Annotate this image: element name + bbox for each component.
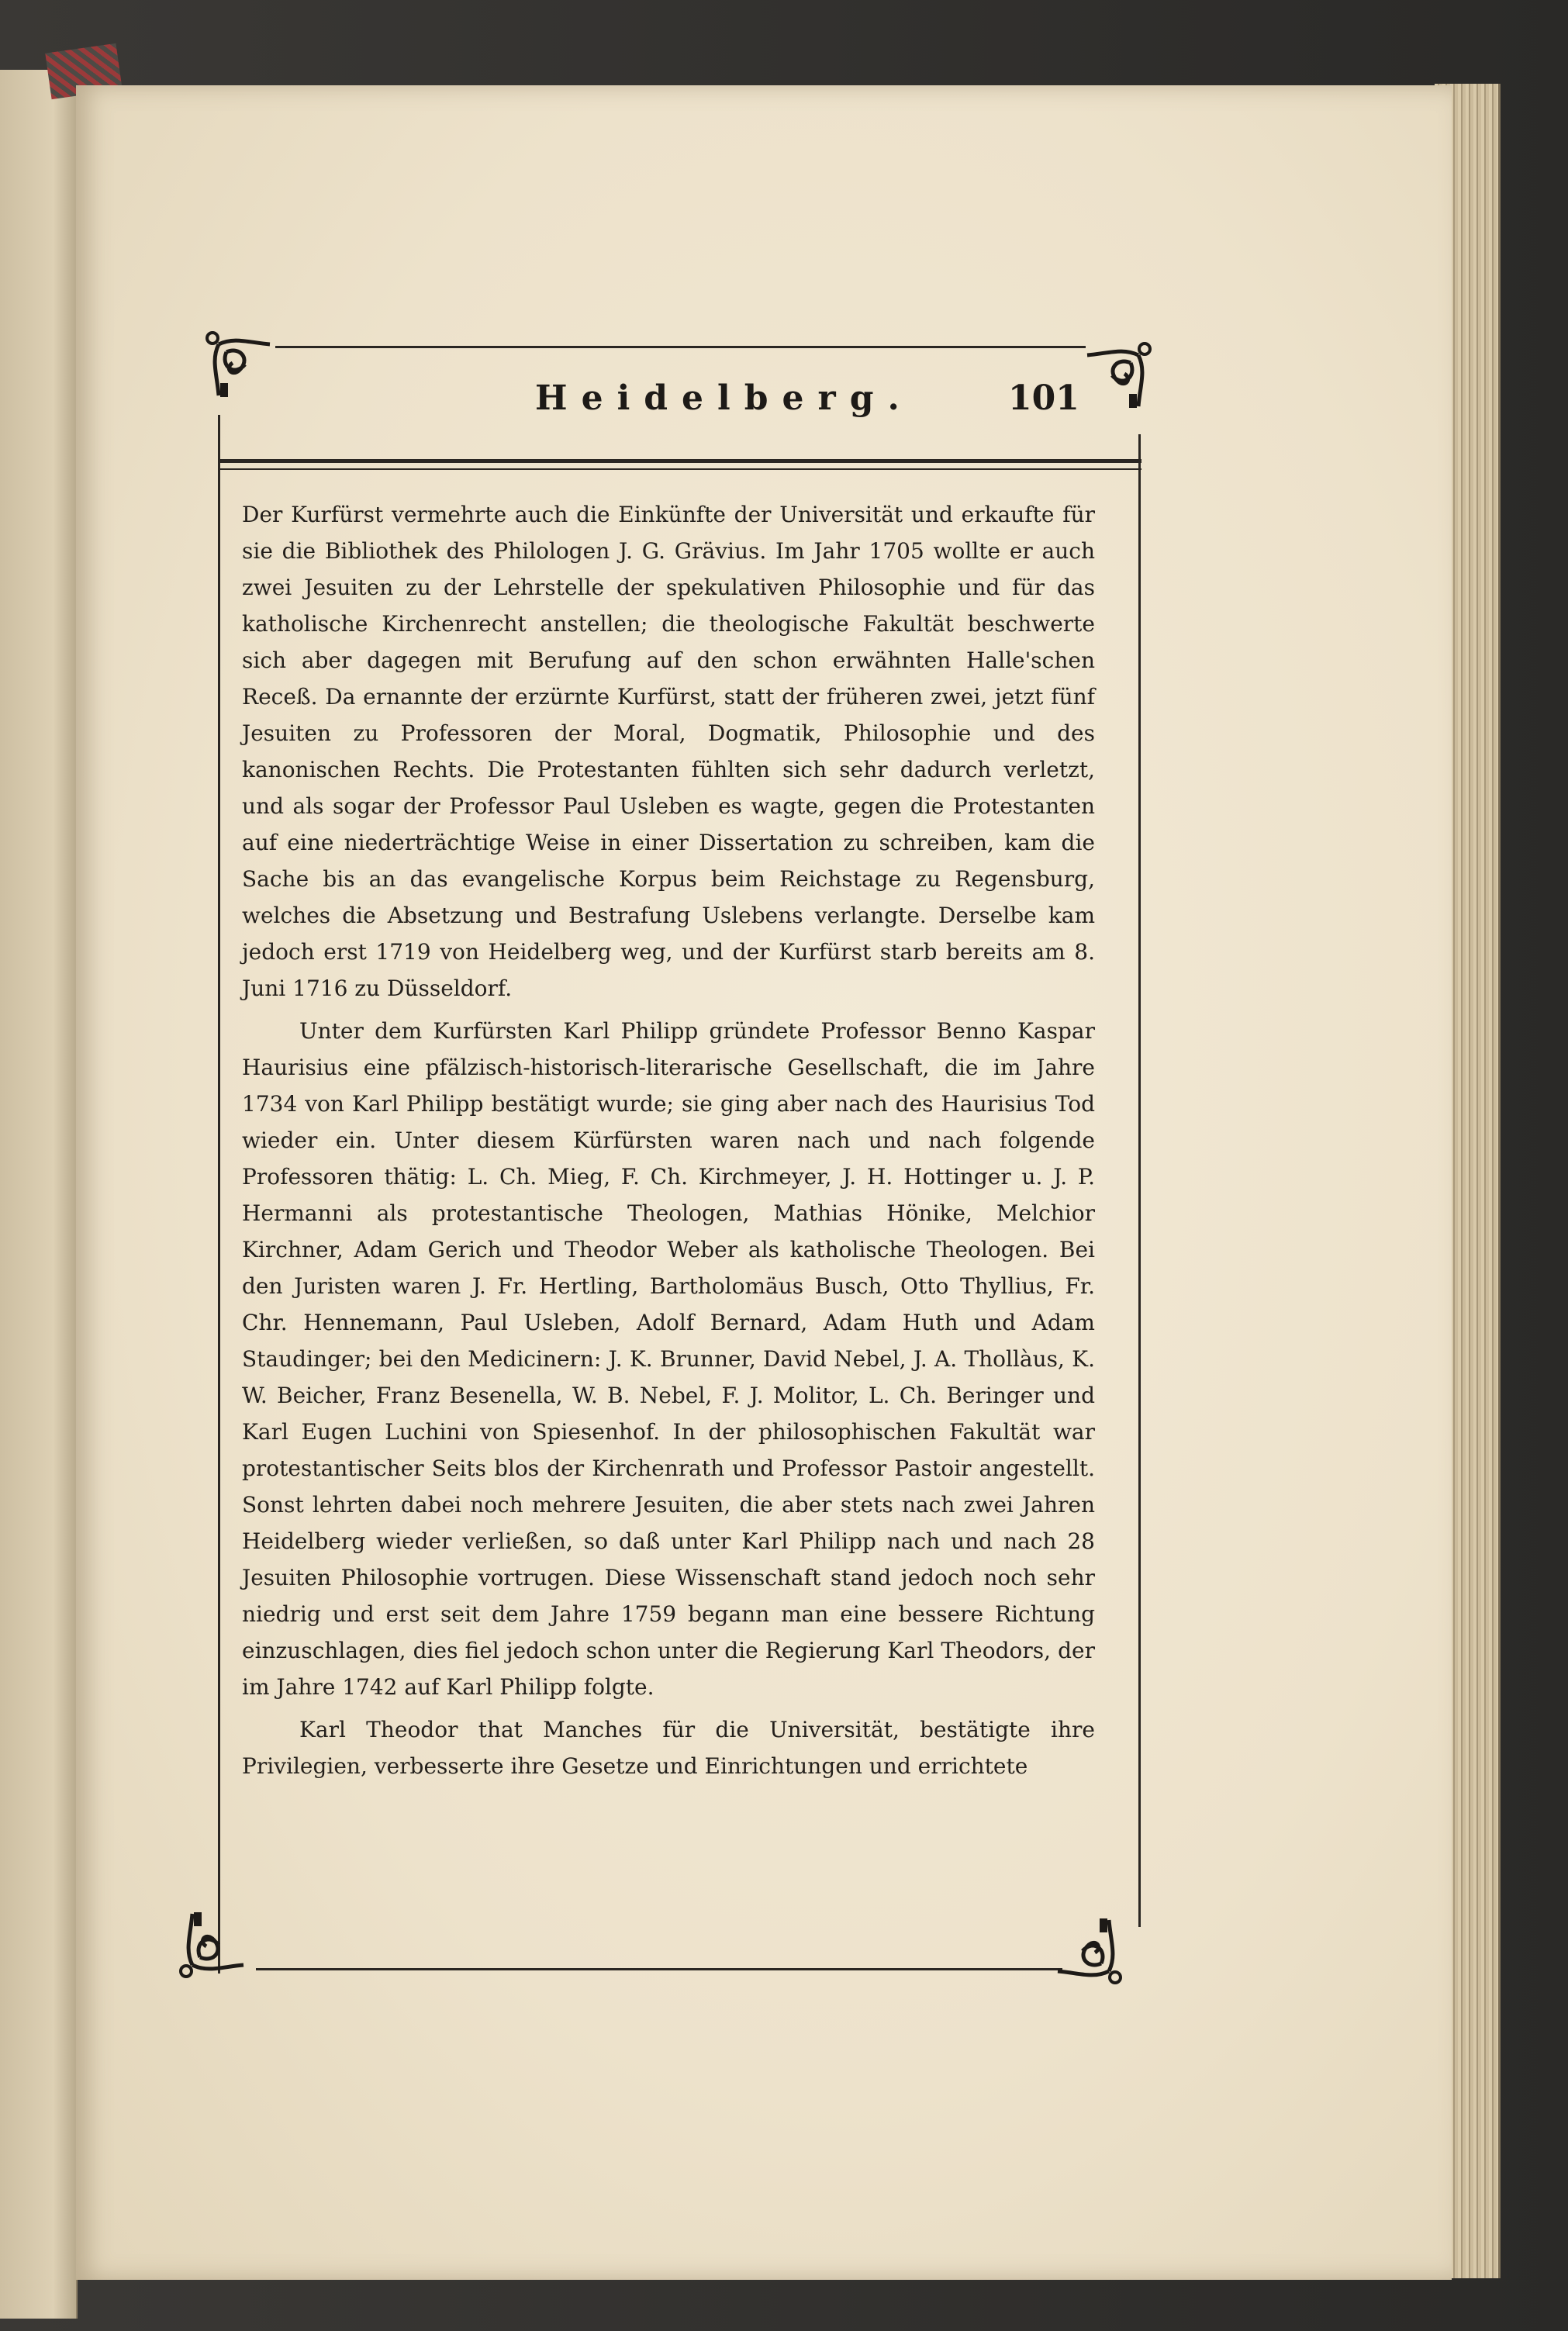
corner-ornament-top-left (203, 329, 275, 400)
running-title: Heidelberg. (535, 378, 914, 418)
header-rule-thick (219, 459, 1141, 463)
header-rule-thin (219, 468, 1141, 470)
left-page-edge (0, 70, 78, 2319)
page-number: 101 (1008, 378, 1079, 418)
frame-bottom-line (256, 1968, 1062, 1970)
body-text (242, 496, 1095, 1784)
frame-right-line (1138, 434, 1141, 1927)
frame-left-line (218, 415, 220, 1974)
paragraph: Karl Theodor that Manches für die Universität, bestätigte ihre Privilegien, verbesserte ihre Gesetze und Einrichtungen und errichtete (242, 1717, 1095, 1779)
corner-ornament-bottom-right (1053, 1915, 1124, 1987)
frame-top-line (275, 346, 1086, 348)
paragraph: Der Kurfürst vermehrte auch die Einkünfte der Universität und erkaufte für sie die Bibliothek des Philologen J. G. Grävius. Im Jahr 1705 wollte er auch zwei Jesuiten zu der Lehrstelle der spekulativen Philosophie und für das katholische Kirchenrecht anstellen; die theologische Fakultät beschwerte sich aber dagegen mit Berufung auf den schon erwähnten Halle'schen Receß. Da ernannte der erzürnte Kurfürst, statt der früheren zwei, jetzt fünf Jesuiten zu Professoren der Moral, Dogmatik, Philosophie und des kanonischen Rechts. Die Protestanten fühlten sich sehr dadurch verletzt, und als sogar der Professor Paul Usleben es wagte, gegen die Protestanten auf eine niederträchtige Weise in einer Dissertation zu schreiben, kam die Sache bis an das evangelische Korpus beim Reichstage zu Regensburg, welches die Absetzung und Bestrafung Uslebens verlangte. Derselbe kam jedoch erst 1719 von Heidelberg weg, und der Kurfürst starb bereits am 8. Juni 1716 zu Düsseldorf. (242, 502, 1095, 1001)
corner-ornament-bottom-left (177, 1909, 248, 1980)
corner-ornament-top-right (1083, 340, 1154, 411)
paragraph: Unter dem Kurfürsten Karl Philipp gründete Professor Benno Kaspar Haurisius eine pfälzisch-historisch-literarische Gesellschaft, die im Jahre 1734 von Karl Philipp bestätigt wurde; sie ging aber nach des Haurisius Tod wieder ein. Unter diesem Kürfürsten waren nach und nach folgende Professoren thätig: L. Ch. Mieg, F. Ch. Kirchmeyer, J. H. Hottinger u. J. P. Hermanni als protestantische Theologen, Mathias Hönike, Melchior Kirchner, Adam Gerich und Theodor Weber als katholische Theologen. Bei den Juristen waren J. Fr. Hertling, Bartholomäus Busch, Otto Thyllius, Fr. Chr. Hennemann, Paul Usleben, Adolf Bernard, Adam Huth und Adam Staudinger; bei den Medicinern: J. K. Brunner, David Nebel, J. A. Thollàus, K. W. Beicher, Franz Besenella, W. B. Nebel, F. J. Molitor, L. Ch. Beringer und Karl Eugen Luchini von Spiesenhof. In der philosophischen Fakultät war protestantischer Seits blos der Kirchenrath und Professor Pastoir angestellt. Sonst lehrten dabei noch mehrere Jesuiten, die aber stets nach zwei Jahren Heidelberg wieder verließen, so daß unter Karl Philipp nach und nach 28 Jesuiten Philosophie vortrugen. Diese Wissenschaft stand jedoch noch sehr niedrig und erst seit dem Jahre 1759 begann man eine bessere Richtung einzuschlagen, dies fiel jedoch schon unter die Regierung Karl Theodors, der im Jahre 1742 auf Karl Philipp folgte. (242, 1018, 1095, 1700)
